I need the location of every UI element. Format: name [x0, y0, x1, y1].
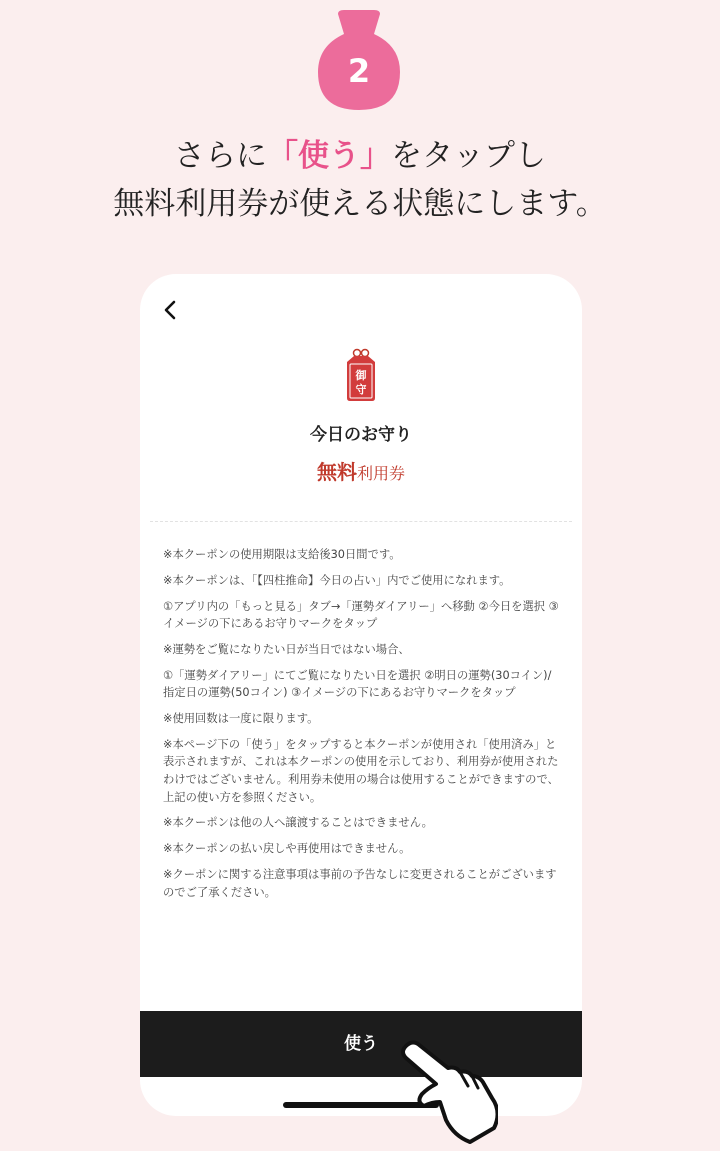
tap-hand-icon	[398, 1036, 498, 1144]
instruction-headline	[0, 132, 720, 228]
headline-text-after: をタップし	[391, 138, 546, 174]
headline-line-1	[0, 132, 720, 180]
coupon-ticket-label: 利用券	[356, 464, 405, 483]
note-item: ※本ページ下の「使う」をタップすると本クーポンが使用され「使用済み」と表示されますが、これは本クーポンの使用を示しており、利用券が使用されたわけではございません。利用券未使用の場合は使用することができますので、上記の使い方を参照ください。	[163, 737, 559, 804]
phone-screen	[140, 274, 582, 1116]
coupon-free-label: 無料	[316, 460, 357, 484]
note-item: ※クーポンに関する注意事項は事前の予告なしに変更されることがございますのでご了承ください。	[163, 868, 557, 899]
note-item: ※本クーポンは他の人へ譲渡することはできません。	[163, 816, 433, 830]
omamori-icon	[344, 348, 378, 402]
use-button[interactable]: 使う	[140, 1011, 582, 1077]
note-item: ※運勢をご覧になりたい日が当日ではない場合、	[163, 642, 410, 656]
dashed-divider	[150, 521, 572, 522]
note-item: ①「運勢ダイアリー」にてご覧になりたい日を選択 ②明日の運勢(30コイン)/指定日の運勢(50コイン) ③イメージの下にあるお守りマークをタップ	[163, 668, 552, 700]
note-item: ※本クーポンは、「【四柱推命】今日の占い」内でご使用になれます。	[163, 573, 511, 587]
chevron-left-icon[interactable]	[160, 298, 180, 322]
note-item: ※本クーポンの払い戻しや再使用はできません。	[163, 842, 411, 856]
note-item: ※使用回数は一度に限ります。	[163, 712, 319, 726]
step-number: 2	[347, 52, 371, 90]
omamori-label-2: 守	[355, 383, 367, 396]
headline-text-before: さらに	[174, 138, 267, 174]
note-item: ①アプリ内の「もっと見る」タブ→「運勢ダイアリー」へ移動 ②今日を選択 ③イメージの下にあるお守りマークをタップ	[163, 599, 559, 631]
omamori-label-1: 御	[355, 369, 367, 382]
coupon-notes	[163, 546, 560, 909]
headline-line-2: 無料利用券が使える状態にします。	[113, 186, 607, 222]
step-badge	[318, 10, 400, 110]
headline-highlight: 「使う」	[267, 138, 391, 174]
coupon-title: 今日のお守り	[310, 425, 412, 445]
coupon-type	[140, 456, 582, 485]
note-item: ※本クーポンの使用期限は支給後30日間です。	[163, 548, 401, 561]
